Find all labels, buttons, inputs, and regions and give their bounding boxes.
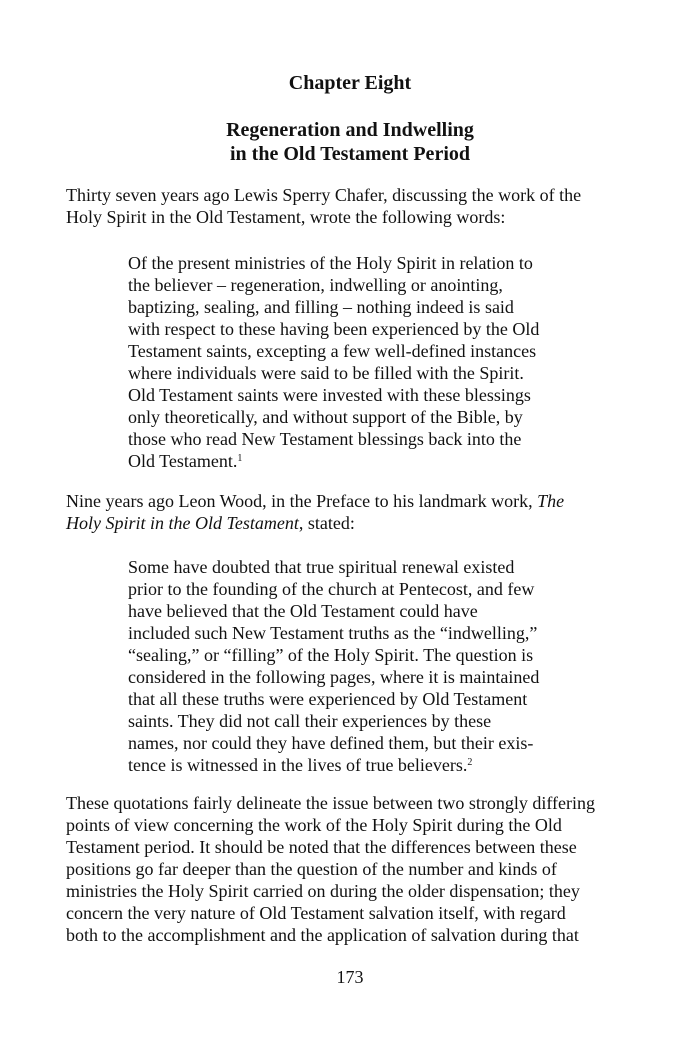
quote-line: included such New Testament truths as the “indwelling,” bbox=[128, 623, 538, 643]
quote-text: tence is witnessed in the lives of true believers. bbox=[128, 755, 468, 775]
quote-text: Old Testament. bbox=[128, 451, 238, 471]
wood-intro-paragraph bbox=[66, 490, 626, 534]
quote-line: baptizing, sealing, and filling – nothing indeed is said bbox=[128, 297, 514, 317]
chapter-number-heading: Chapter Eight bbox=[288, 72, 412, 94]
text-line: Testament period. It should be noted that the differences between these bbox=[66, 837, 577, 857]
quote-line: those who read New Testament blessings back into the bbox=[128, 429, 522, 449]
quote-line: Some have doubted that true spiritual renewal existed bbox=[128, 557, 515, 577]
quote-line: Of the present ministries of the Holy Spirit in relation to bbox=[128, 253, 533, 273]
quote-line: have believed that the Old Testament could have bbox=[128, 601, 478, 621]
text-line: both to the accomplishment and the application of salvation during that bbox=[66, 925, 579, 945]
quote-line: where individuals were said to be filled with the Spirit. bbox=[128, 363, 524, 383]
quote-line bbox=[128, 754, 558, 776]
quote-line: considered in the following pages, where it is maintained bbox=[128, 667, 540, 687]
text-line: Holy Spirit in the Old Testament, wrote the following words: bbox=[66, 207, 506, 227]
chapter-title-line-1: Regeneration and Indwelling bbox=[226, 119, 474, 141]
quote-line bbox=[128, 450, 558, 472]
intro-paragraph bbox=[66, 184, 626, 228]
quote-line: the believer – regeneration, indwelling or anointing, bbox=[128, 275, 503, 295]
quote-line: prior to the founding of the church at Pentecost, and few bbox=[128, 579, 535, 599]
text-line: Thirty seven years ago Lewis Sperry Chafer, discussing the work of the bbox=[66, 185, 582, 205]
wood-block-quote bbox=[128, 556, 558, 776]
quote-line: only theoretically, and without support of the Bible, by bbox=[128, 407, 523, 427]
footnote-marker-1: 1 bbox=[237, 453, 243, 464]
quote-line: Old Testament saints were invested with these blessings bbox=[128, 385, 531, 405]
text-line bbox=[66, 490, 626, 512]
quote-line: names, nor could they have defined them, but their exis- bbox=[128, 733, 534, 753]
chapter-title-line-2: in the Old Testament Period bbox=[229, 143, 470, 165]
discussion-paragraph bbox=[66, 792, 626, 946]
quote-line: with respect to these having been experienced by the Old bbox=[128, 319, 540, 339]
chapter-title bbox=[0, 118, 700, 166]
quote-line: Testament saints, excepting a few well-defined instances bbox=[128, 341, 537, 361]
text-line: These quotations fairly delineate the issue between two strongly differing bbox=[66, 793, 596, 813]
quote-line: that all these truths were experienced by Old Testament bbox=[128, 689, 528, 709]
page-number: 173 bbox=[336, 967, 364, 987]
chafer-block-quote bbox=[128, 252, 558, 472]
text-line bbox=[66, 512, 626, 534]
quote-line: “sealing,” or “filling” of the Holy Spirit. The question is bbox=[128, 645, 534, 665]
book-title-italic: Holy Spirit in the Old Testament bbox=[66, 513, 299, 533]
text-line: ministries the Holy Spirit carried on during the older dispensation; they bbox=[66, 881, 580, 901]
text-span: Nine years ago Leon Wood, in the Preface to his landmark work, bbox=[66, 491, 538, 511]
quote-line: saints. They did not call their experiences by these bbox=[128, 711, 492, 731]
text-line: points of view concerning the work of the Holy Spirit during the Old bbox=[66, 815, 562, 835]
text-span: , stated: bbox=[298, 513, 355, 533]
book-title-italic: The bbox=[537, 491, 565, 511]
text-line: positions go far deeper than the question of the number and kinds of bbox=[66, 859, 557, 879]
footnote-marker-2: 2 bbox=[467, 757, 473, 768]
text-line: concern the very nature of Old Testament salvation itself, with regard bbox=[66, 903, 566, 923]
